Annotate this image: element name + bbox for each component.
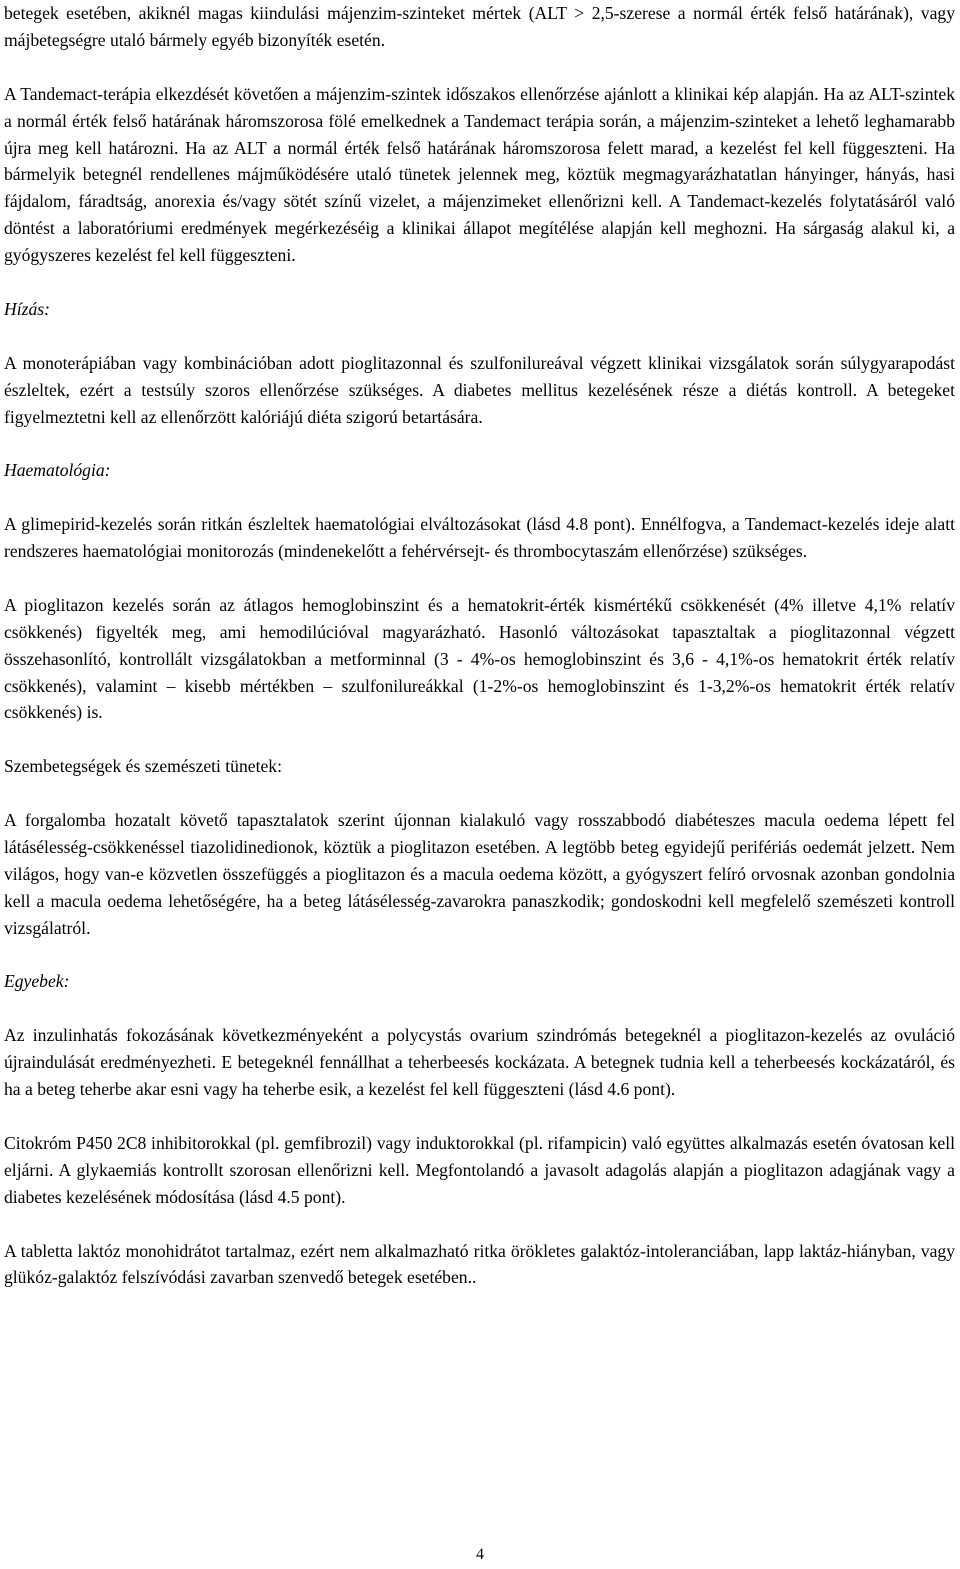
paragraph-lactose: A tabletta laktóz monohidrátot tartalmaz, ezért nem alkalmazható ritka örökletes galaktóz-intoleranciában, lapp laktáz-hiányban, vagy glükóz-galaktóz felszívódási zavarban szenvedő betegek esetében.. bbox=[4, 1240, 955, 1288]
paragraph-ovulation: Az inzulinhatás fokozásának következményeként a polycystás ovarium szindrómás betegeknél a pioglitazon-kezelés az ovuláció újraindulását eredményezheti. E betegeknél fennállhat a teherbeesés kockázata. A betegnek tudnia kell a teherbeesés kockázatáról, és ha a beteg teherbe akar esni vagy ha teherbe esik, a kezelést fel kell függeszteni (lásd 4.6 pont). bbox=[4, 1025, 955, 1100]
heading-haematology: Haematológia: bbox=[4, 460, 111, 481]
heading-weight-gain: Hízás: bbox=[4, 298, 50, 319]
heading-other: Egyebek: bbox=[4, 971, 70, 992]
paragraph-macular-oedema: A forgalomba hozatalt követő tapasztalatok szerint újonnan kialakuló vagy rosszabbodó diabéteszes macula oedema lépett fel látásélesség-csökkenéssel tiazolidinedionok, köztük a pioglitazon esetében. A legtöbb beteg egyidejű perifériás oedemát jelzett. Nem világos, hogy van-e közvetlen összefüggés a pioglitazon és a macula oedema között, a gyógyszert felíró orvosnak azonban gondolnia kell a macula oedema lehetőségére, ha a beteg látásélesség-zavarokra panaszkodik; gondoskodni kell megfelelő szemészeti kontroll vizsgálatról. bbox=[4, 810, 955, 938]
document-page bbox=[4, 0, 955, 1291]
heading-eye-disorders: Szembetegségek és szemészeti tünetek: bbox=[4, 756, 282, 777]
paragraph-liver-monitoring: A Tandemact-terápia elkezdését követően a májenzim-szintek időszakos ellenőrzése ajánlott a klinikai kép alapján. Ha az ALT-szintek a normál érték felső határának háromszorosa fölé emelkednek a Tandemact terápia során, a májenzim-szinteket a lehető leghamarabb újra meg kell határozni. Ha az ALT a normál érték felső határának háromszorosa felett marad, a kezelést fel kell függeszteni. Ha bármelyik betegnél rendellenes májműködésére utaló tünetek jelennek meg, köztük megmagyarázhatatlan hányinger, hányás, hasi fájdalom, fáradtság, anorexia és/vagy sötét színű vizelet, a májenzimeket ellenőrizni kell. A Tandemact-kezelés folytatásáról való döntést a laboratóriumi eredmények megérkezéséig a klinikai állapot megítélése alapján kell meghozni. Ha sárgaság alakul ki, a gyógyszeres kezelést fel kell függeszteni. bbox=[4, 83, 955, 266]
paragraph-weight-gain: A monoterápiában vagy kombinációban adott pioglitazonnal és szulfonilureával végzett klinikai vizsgálatok során súlygyarapodást észleltek, ezért a testsúly szoros ellenőrzése szükséges. A diabetes mellitus kezelésének része a diétás kontroll. A betegeket figyelmeztetni kell az ellenőrzött kalóriájú diéta szigorú betartására. bbox=[4, 352, 955, 427]
paragraph-cyp2c8: Citokróm P450 2C8 inhibitorokkal (pl. gemfibrozil) vagy induktorokkal (pl. rifampicin) való együttes alkalmazás esetén óvatosan kell eljárni. A glykaemiás kontrollt szorosan ellenőrizni kell. Megfontolandó a javasolt adagolás alapján a pioglitazon adagjának vagy a diabetes kezelésének módosítása (lásd 4.5 pont). bbox=[4, 1132, 955, 1207]
paragraph-haematology-monitoring: A glimepirid-kezelés során ritkán észleltek haematológiai elváltozásokat (lásd 4.8 pont). Ennélfogva, a Tandemact-kezelés ideje alatt rendszeres haematológiai monitorozás (mindenekelőtt a fehérvérsejt- és thrombocytaszám ellenőrzése) szükséges. bbox=[4, 514, 955, 562]
paragraph-liver-intro: betegek esetében, akiknél magas kiindulási májenzim-szinteket mértek (ALT > 2,5-szerese a normál érték felső határának), vagy májbetegségre utaló bármely egyéb bizonyíték esetén. bbox=[4, 3, 955, 50]
page-number: 4 bbox=[476, 1546, 484, 1563]
paragraph-haemoglobin: A pioglitazon kezelés során az átlagos hemoglobinszint és a hematokrit-érték kismértékű csökkenését (4% illetve 4,1% relatív csökkenés) figyelték meg, ami hemodilúcióval magyarázható. Hasonló változásokat tapasztaltak a pioglitazonnal végzett összehasonlító, kontrollált vizsgálatokban a metforminnal (3 - 4%-os hemoglobinszint és 3,6 - 4,1%-os hematokrit érték relatív csökkenés), valamint – kisebb mértékben – szulfonilureákkal (1-2%-os hemoglobinszint és 1-3,2%-os hematokrit érték relatív csökkenés) is. bbox=[4, 594, 955, 723]
